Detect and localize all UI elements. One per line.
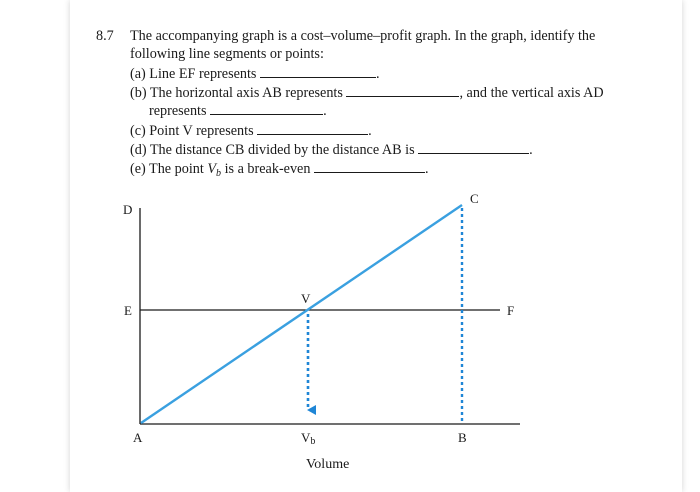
item-a-text: (a) Line EF represents (130, 66, 257, 82)
item-b-period: . (323, 103, 327, 119)
label-volume: Volume (306, 457, 350, 472)
label-vb-main: V (301, 430, 311, 445)
item-e-text-post: is a break-even (221, 161, 311, 177)
item-e-sub: b (216, 168, 222, 179)
label-f: F (507, 303, 515, 318)
item-c-text: (c) Point V represents (130, 123, 254, 139)
item-b-text: (b) The horizontal axis AB represents (130, 85, 343, 101)
problem-number: 8.7 (96, 28, 114, 44)
label-a: A (133, 430, 143, 445)
item-d-text: (d) The distance CB divided by the distance AB is (130, 142, 415, 158)
problem-intro-line2: following line segments or points: (130, 46, 324, 62)
label-c: C (470, 191, 479, 206)
line-ac (141, 205, 462, 423)
item-b-text-3: represents (149, 103, 207, 119)
label-vb (301, 430, 315, 447)
item-e-v: V (207, 161, 217, 177)
item-a-period: . (376, 66, 380, 82)
label-e: E (124, 303, 132, 318)
item-e-period: . (425, 161, 429, 177)
item-e-text-pre: (e) The point (130, 161, 208, 177)
item-b-text-2: , and the vertical axis AD (459, 85, 604, 101)
label-v: V (301, 291, 311, 306)
label-d: D (123, 202, 133, 217)
label-b: B (458, 430, 467, 445)
label-vb-sub: b (310, 436, 316, 447)
item-c-period: . (368, 123, 372, 139)
problem-intro-line1: The accompanying graph is a cost–volume–profit graph. In the graph, identify the (130, 28, 596, 44)
item-d-period: . (529, 142, 533, 158)
